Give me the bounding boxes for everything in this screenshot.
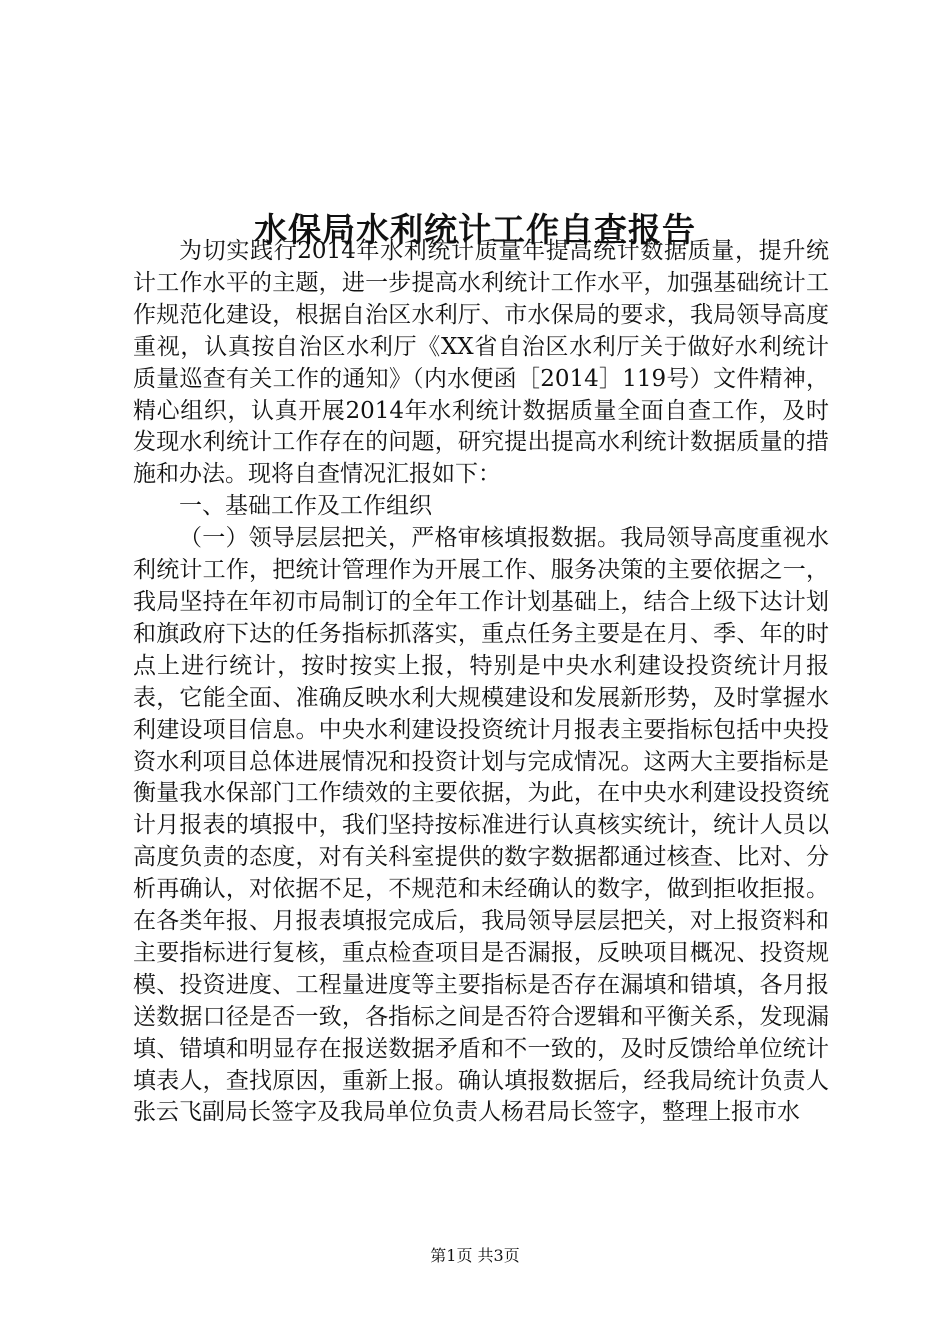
document-body — [133, 236, 829, 1129]
page-footer: 第1页 共3页 — [430, 1246, 520, 1265]
page-title: 水保局水利统计工作自查报告 — [254, 210, 696, 250]
intro-paragraph: 为切实践行2014年水利统计质量年提高统计数据质量，提升统计工作水平的主题，进一步提高水利统计工作水平，加强基础统计工作规范化建设，根据自治区水利厅、市水保局的要求，我局领导高度重视，认真按自治区水利厅《XX省自治区水利厅关于做好水利统计质量巡查有关工作的通知》（内水便函［2014］119号）文件精神，精心组织，认真开展2014年水利统计数据质量全面自查工作，及时发现水利统计工作存在的问题，研究提出提高水利统计数据质量的措施和办法。现将自查情况汇报如下： — [133, 238, 829, 488]
section-heading: 一、基础工作及工作组织 — [179, 493, 432, 520]
section-paragraph: （一）领导层层把关，严格审核填报数据。我局领导高度重视水利统计工作，把统计管理作为开展工作、服务决策的主要依据之一，我局坚持在年初市局制订的全年工作计划基础上，结合上级下达计划和旗政府下达的任务指标抓落实，重点任务主要是在月、季、年的时点上进行统计，按时按实上报，特别是中央水利建设投资统计月报表，它能全面、准确反映水利大规模建设和发展新形势，及时掌握水利建设项目信息。中央水利建设投资统计月报表主要指标包括中央投资水利项目总体进展情况和投资计划与完成情况。这两大主要指标是衡量我水保部门工作绩效的主要依据，为此，在中央水利建设投资统计月报表的填报中，我们坚持按标准进行认真核实统计，统计人员以高度负责的态度，对有关科室提供的数字数据都通过核查、比对、分析再确认，对依据不足，不规范和未经确认的数字，做到拒收拒报。在各类年报、月报表填报完成后，我局领导层层把关，对上报资料和主要指标进行复核，重点检查项目是否漏报，反映项目概况、投资规模、投资进度、工程量进度等主要指标是否存在漏填和错填，各月报送数据口径是否一致，各指标之间是否符合逻辑和平衡关系，发现漏填、错填和明显存在报送数据矛盾和不一致的，及时反馈给单位统计填表人，查找原因，重新上报。确认填报数据后，经我局统计负责人张云飞副局长签字及我局单位负责人杨君局长签字，整理上报市水 — [133, 525, 829, 1126]
